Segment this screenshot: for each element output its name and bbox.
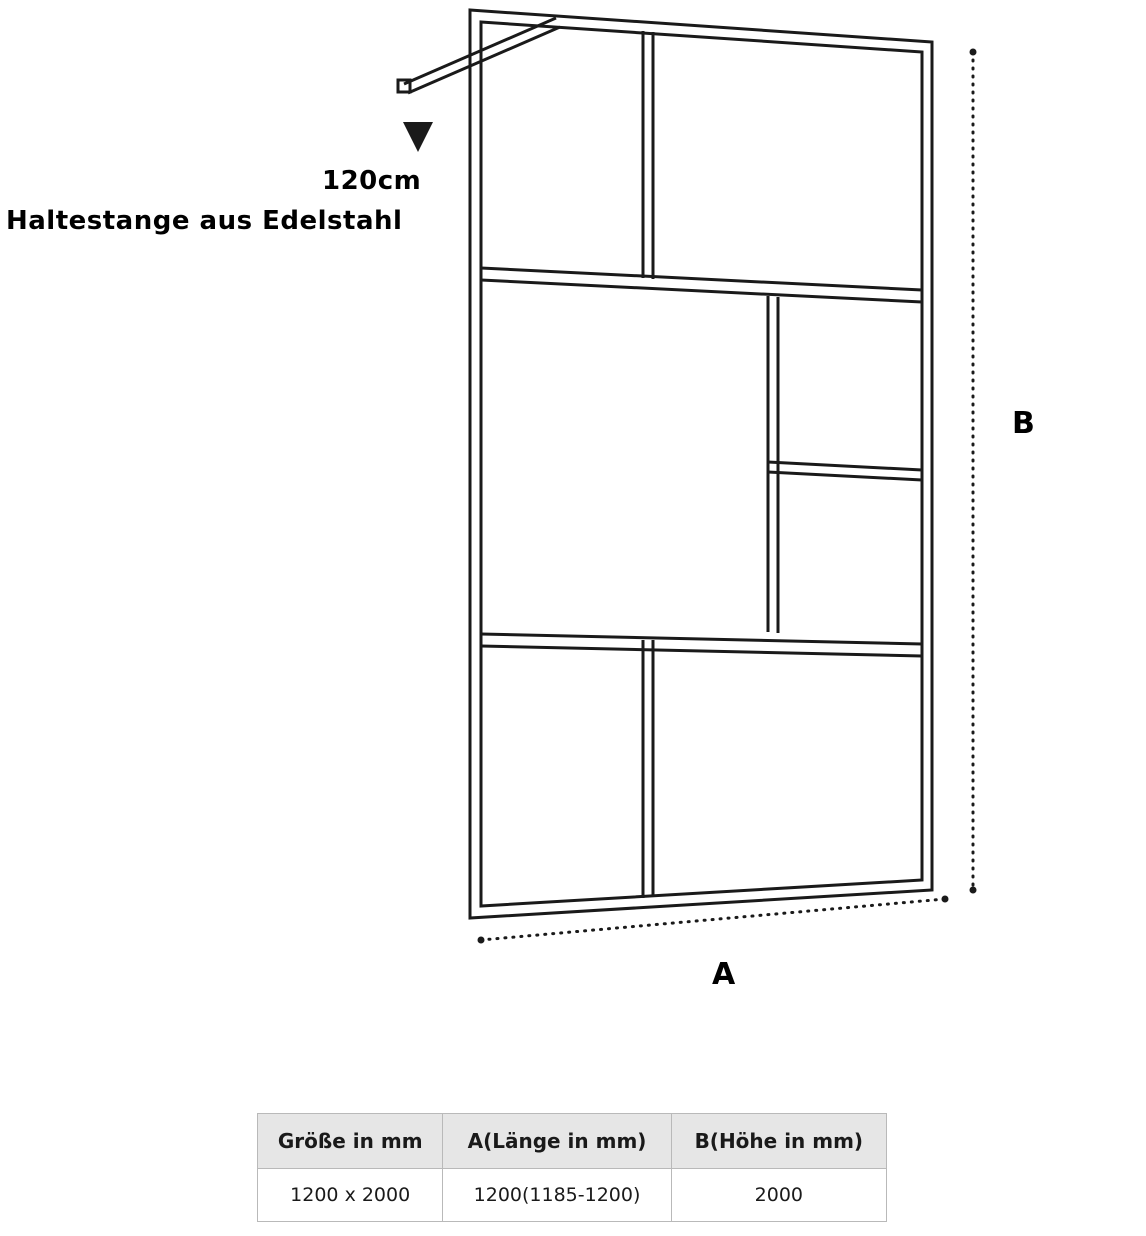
rod-pointer-arrow: [403, 122, 433, 152]
dimension-line-a: [481, 899, 945, 940]
dimension-b-label: B: [1012, 406, 1035, 441]
cell-length: 1200(1185-1200): [443, 1169, 671, 1222]
dimension-a-label: A: [712, 957, 736, 992]
rod-material-label: Haltestange aus Edelstahl: [6, 206, 403, 236]
size-spec-table: [257, 1113, 887, 1222]
table-row: [258, 1169, 887, 1222]
panel-mullions: [481, 31, 922, 898]
dimension-b-endpoints: [970, 49, 977, 894]
cell-size: 1200 x 2000: [258, 1169, 443, 1222]
rod-length-label: 120cm: [322, 166, 422, 196]
table-header-row: [258, 1114, 887, 1169]
support-rod: [398, 18, 560, 93]
table-header-length: A(Länge in mm): [443, 1114, 671, 1169]
glass-panel-outline: [470, 10, 932, 918]
table-header-height: B(Höhe in mm): [671, 1114, 886, 1169]
table-header-size: Größe in mm: [258, 1114, 443, 1169]
cell-height: 2000: [671, 1169, 886, 1222]
